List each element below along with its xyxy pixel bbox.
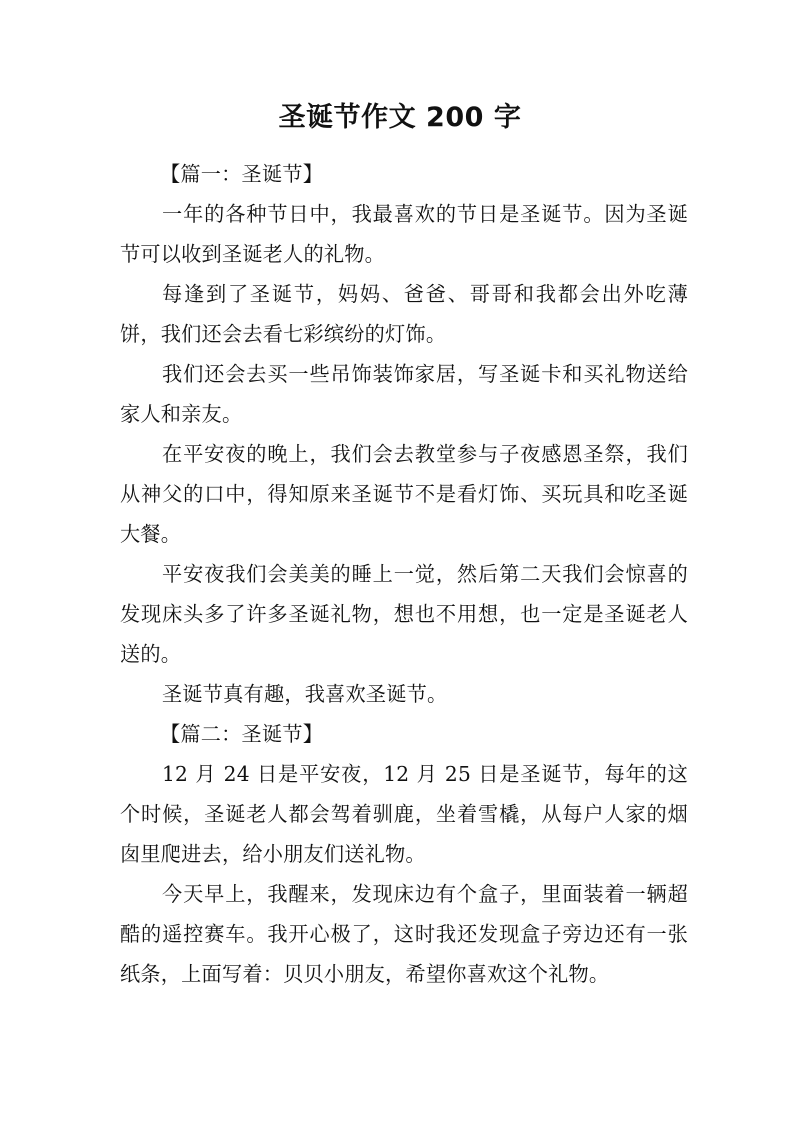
document-body: [120, 154, 688, 994]
paragraph: 我们还会去买一些吊饰装饰家居，写圣诞卡和买礼物送给家人和亲友。: [120, 362, 688, 426]
section-heading-1: 【篇一：圣诞节】: [160, 162, 324, 186]
paragraph: 一年的各种节日中，我最喜欢的节日是圣诞节。因为圣诞节可以收到圣诞老人的礼物。: [120, 202, 688, 266]
paragraph: 圣诞节真有趣，我喜欢圣诞节。: [162, 682, 448, 706]
document-title: 圣诞节作文 200 字: [278, 102, 522, 133]
paragraph: 每逢到了圣诞节，妈妈、爸爸、哥哥和我都会出外吃薄饼，我们还会去看七彩缤纷的灯饰。: [120, 282, 688, 346]
section-heading-2: 【篇二：圣诞节】: [160, 722, 324, 746]
paragraph: 今天早上，我醒来，发现床边有个盒子，里面装着一辆超酷的遥控赛车。我开心极了，这时我还发现盒子旁边还有一张纸条，上面写着：贝贝小朋友，希望你喜欢这个礼物。: [120, 882, 688, 986]
paragraph: 平安夜我们会美美的睡上一觉，然后第二天我们会惊喜的发现床头多了许多圣诞礼物，想也不用想，也一定是圣诞老人送的。: [120, 562, 688, 666]
paragraph: 在平安夜的晚上，我们会去教堂参与子夜感恩圣祭，我们从神父的口中，得知原来圣诞节不是看灯饰、买玩具和吃圣诞大餐。: [120, 442, 688, 546]
paragraph: 12 月 24 日是平安夜，12 月 25 日是圣诞节，每年的这个时候，圣诞老人都会驾着驯鹿，坐着雪橇，从每户人家的烟囱里爬进去，给小朋友们送礼物。: [120, 762, 688, 866]
